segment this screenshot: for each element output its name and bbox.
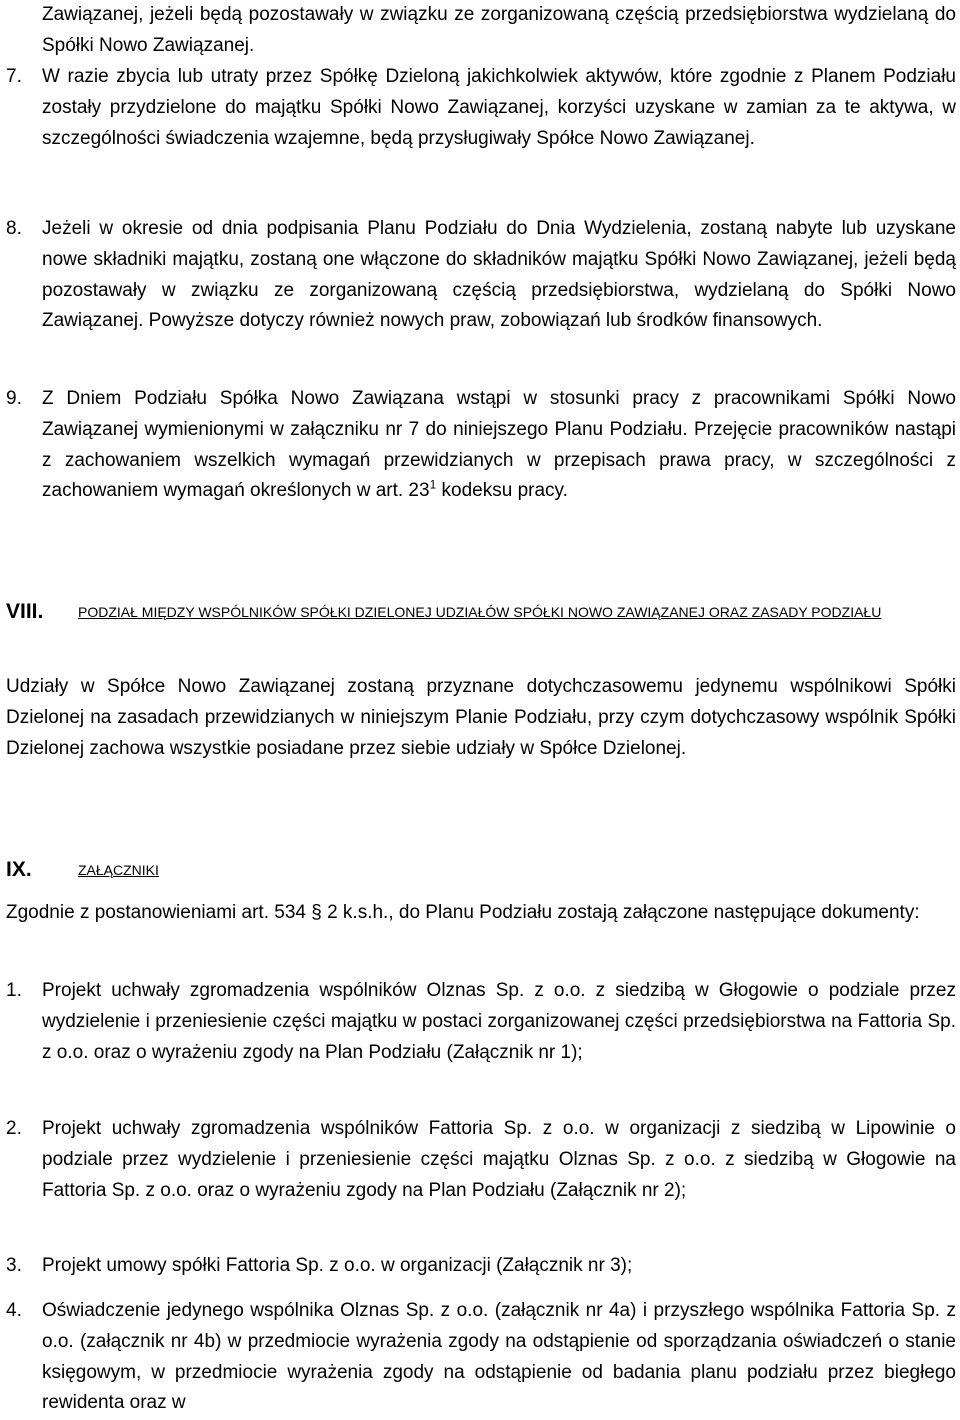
list-item-number: 1. (6, 980, 22, 1001)
list-item-number: 2. (6, 1118, 22, 1139)
attachment-item-3 (0, 1251, 956, 1282)
list-item-text: Projekt uchwały zgromadzenia wspólników Olznas Sp. z o.o. z siedzibą w Głogowie o podziale przez wydzielenie i przeniesienie części majątku w postaci zorganizowanej części przedsiębiorstwa na Fattoria Sp. z o.o. oraz o wyrażeniu zgody na Plan Podziału (Załącznik nr 1); (42, 980, 956, 1063)
list-item-text-end: kodeksu pracy. (436, 480, 568, 502)
list-item-8 (0, 214, 956, 337)
list-item-text: Projekt uchwały zgromadzenia wspólników Fattoria Sp. z o.o. w organizacji z siedzibą w Lipowinie o podziale przez wydzielenie i przeniesienie części majątku Olznas Sp. z o.o. z siedzibą w Głogowie na Fattoria Sp. z o.o. oraz o wyrażeniu zgody na Plan Podziału (Załącznik nr 2); (42, 1118, 956, 1201)
section-title: ZAŁĄCZNIKI (78, 862, 159, 878)
attachment-item-1 (0, 976, 956, 1068)
list-item-text: Oświadczenie jedynego wspólnika Olznas Sp. z o.o. (załącznik nr 4a) i przyszłego wspólnika Fattoria Sp. z o.o. (załącznik nr 4b) w przedmiocie wyrażenia zgody na odstąpienie od sporządzania oświadczeń o stanie księgowym, w przedmiocie wyrażenia zgody na odstąpienie od badania planu podziału przez biegłego rewidenta oraz w (42, 1300, 956, 1414)
list-item-number: 9. (6, 388, 22, 409)
section-title: PODZIAŁ MIĘDZY WSPÓLNIKÓW SPÓŁKI DZIELONEJ UDZIAŁÓW SPÓŁKI NOWO ZAWIĄZANEJ ORAZ ZASADY PODZIAŁU (78, 604, 882, 620)
list-item-7 (0, 62, 956, 154)
section-number: VIII. (6, 600, 44, 623)
paragraph-6-tail (0, 0, 956, 62)
section-number: IX. (6, 858, 32, 881)
paragraph-6-tail-text: Zawiązanej, jeżeli będą pozostawały w związku ze zorganizowaną częścią przedsiębiorstwa wydzielaną do Spółki Nowo Zawiązanej. (42, 4, 956, 56)
attachment-item-4 (0, 1296, 956, 1419)
attachment-item-2 (0, 1114, 956, 1206)
section-ix-intro: Zgodnie z postanowieniami art. 534 § 2 k.s.h., do Planu Podziału zostają załączone następujące dokumenty: (6, 902, 920, 923)
section-viii-heading (6, 597, 956, 628)
list-item-text: Jeżeli w okresie od dnia podpisania Planu Podziału do Dnia Wydzielenia, zostaną nabyte lub uzyskane nowe składniki majątku, zostaną one włączone do składników majątku Spółki Nowo Zawiązanej, jeżeli będą pozostawały w związku ze zorganizowaną częścią przedsiębiorstwa, wydzielaną do Spółki Nowo Zawiązanej. Powyższe dotyczy również nowych praw, zobowiązań lub środków finansowych. (42, 218, 956, 332)
list-item-number: 7. (6, 66, 22, 87)
section-ix-heading (6, 855, 956, 886)
list-item-text-main: Z Dniem Podziału Spółka Nowo Zawiązana wstąpi w stosunki pracy z pracownikami Spółki Nowo Zawiązanej wymienionymi w załączniku nr 7 do niniejszego Planu Podziału. Przejęcie pracowników nastąpi z zachowaniem wszelkich wymagań przewidzianych w przepisach prawa pracy, w szczególności z zachowaniem wymagań określonych w art. 23 (42, 388, 956, 502)
section-viii-paragraph: Udziały w Spółce Nowo Zawiązanej zostaną przyznane dotychczasowemu jedynemu wspólnikowi Spółki Dzielonej na zasadach przewidzianych w niniejszym Planie Podziału, przy czym dotychczasowy wspólnik Spółki Dzielonej zachowa wszystkie posiadane przez siebie udziały w Spółce Dzielonej. (6, 676, 956, 759)
list-item-text: W razie zbycia lub utraty przez Spółkę Dzieloną jakichkolwiek aktywów, które zgodnie z Planem Podziału zostały przydzielone do majątku Spółki Nowo Zawiązanej, korzyści uzyskane w zamian za te aktywa, w szczególności świadczenia wzajemne, będą przysługiwały Spółce Nowo Zawiązanej. (42, 66, 956, 149)
list-item-number: 4. (6, 1300, 22, 1321)
list-item-text (42, 384, 956, 507)
list-item-number: 8. (6, 218, 22, 239)
superscript: 1 (429, 478, 437, 493)
list-item-text: Projekt umowy spółki Fattoria Sp. z o.o. w organizacji (Załącznik nr 3); (42, 1255, 633, 1276)
list-item-number: 3. (6, 1255, 22, 1276)
list-item-9 (0, 384, 956, 507)
